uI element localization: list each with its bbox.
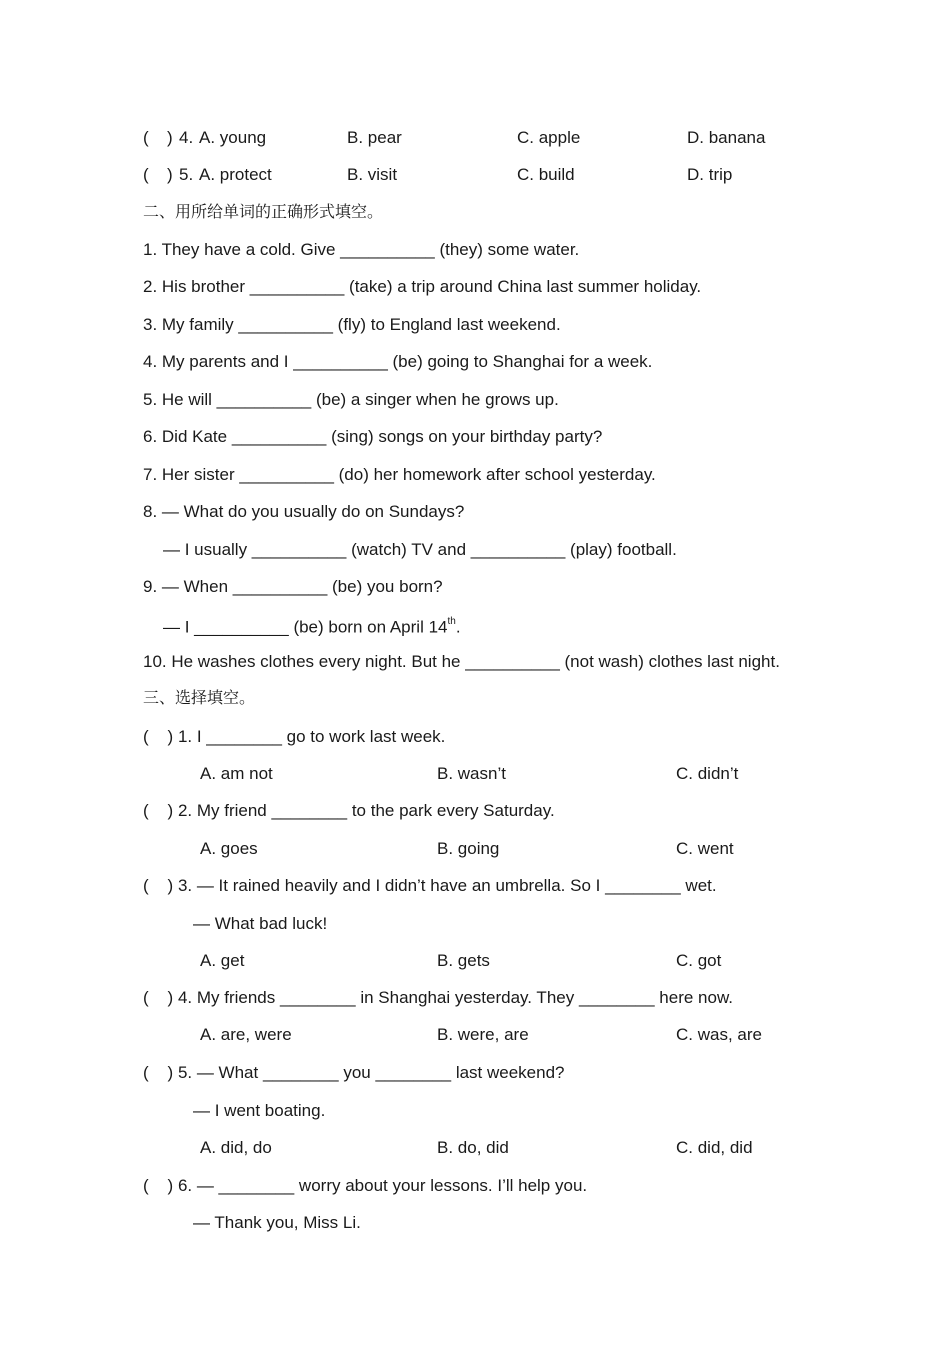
mc-option-b: B. were, are: [437, 1025, 529, 1044]
fill-item-9-answer: [163, 614, 461, 638]
mc-option-c: C. did, did: [676, 1138, 753, 1157]
section-3-heading: 三、选择填空。: [143, 688, 256, 707]
mc-option-a: A. am not: [200, 764, 273, 783]
option-a: A. young: [199, 128, 267, 147]
fill-item-9-question: 9. — When __________ (be) you born?: [143, 577, 443, 596]
option-d: D. trip: [687, 165, 733, 184]
answer-paren-open[interactable]: (: [143, 165, 149, 184]
question-number: 5.: [179, 165, 194, 184]
mc-reply: — What bad luck!: [193, 914, 328, 933]
mc-option-c: C. didn’t: [676, 764, 739, 783]
mc-option-b: B. do, did: [437, 1138, 509, 1157]
fill-item-6: 6. Did Kate __________ (sing) songs on your birthday party?: [143, 427, 603, 446]
fill-item-2: 2. His brother __________ (take) a trip around China last summer holiday.: [143, 277, 702, 296]
option-c: C. build: [517, 165, 575, 184]
option-b: B. pear: [347, 128, 402, 147]
mc-option-c: C. got: [676, 951, 722, 970]
fill-item-9-answer-text: — I __________ (be) born on April 14: [163, 617, 448, 637]
ordinal-suffix: th: [447, 616, 456, 627]
mc-stem: ( ) 2. My friend ________ to the park every Saturday.: [143, 801, 555, 820]
answer-paren-close: ): [167, 128, 173, 147]
option-b: B. visit: [347, 165, 398, 184]
fill-item-10: 10. He washes clothes every night. But he __________ (not wash) clothes last night.: [143, 652, 780, 671]
mc-option-b: B. gets: [437, 951, 490, 970]
mc-option-a: A. are, were: [200, 1025, 292, 1044]
answer-paren-open[interactable]: (: [143, 128, 149, 147]
section-2-heading: 二、用所给单词的正确形式填空。: [143, 202, 384, 221]
mc-stem: ( ) 6. — ________ worry about your lessons. I’ll help you.: [143, 1176, 588, 1195]
question-number: 4.: [179, 128, 194, 147]
fill-item-4: 4. My parents and I __________ (be) going to Shanghai for a week.: [143, 352, 653, 371]
mc-stem: ( ) 4. My friends ________ in Shanghai yesterday. They ________ here now.: [143, 988, 734, 1007]
fill-item-7: 7. Her sister __________ (do) her homework after school yesterday.: [143, 465, 656, 484]
fill-item-8-question: 8. — What do you usually do on Sundays?: [143, 502, 465, 521]
fill-item-8-answer: — I usually __________ (watch) TV and __________ (play) football.: [163, 540, 677, 559]
option-d: D. banana: [687, 128, 766, 147]
mc-option-a: A. did, do: [200, 1138, 272, 1157]
mc-option-c: C. was, are: [676, 1025, 762, 1044]
answer-paren-close: ): [167, 165, 173, 184]
mc-option-b: B. wasn’t: [437, 764, 506, 783]
mc-option-c: C. went: [676, 839, 734, 858]
option-c: C. apple: [517, 128, 581, 147]
fill-item-1: 1. They have a cold. Give __________ (they) some water.: [143, 240, 580, 259]
mc-option-b: B. going: [437, 839, 500, 858]
sentence-period: .: [455, 617, 461, 637]
mc-stem: ( ) 5. — What ________ you ________ last weekend?: [143, 1063, 565, 1082]
mc-stem: ( ) 3. — It rained heavily and I didn’t have an umbrella. So I ________ wet.: [143, 876, 717, 895]
mc-reply: — I went boating.: [193, 1101, 326, 1120]
mc-option-a: A. goes: [200, 839, 258, 858]
fill-item-3: 3. My family __________ (fly) to England last weekend.: [143, 315, 561, 334]
mc-option-a: A. get: [200, 951, 245, 970]
option-a: A. protect: [199, 165, 272, 184]
mc-stem: ( ) 1. I ________ go to work last week.: [143, 727, 446, 746]
fill-item-5: 5. He will __________ (be) a singer when he grows up.: [143, 390, 559, 409]
mc-reply: — Thank you, Miss Li.: [193, 1213, 361, 1232]
